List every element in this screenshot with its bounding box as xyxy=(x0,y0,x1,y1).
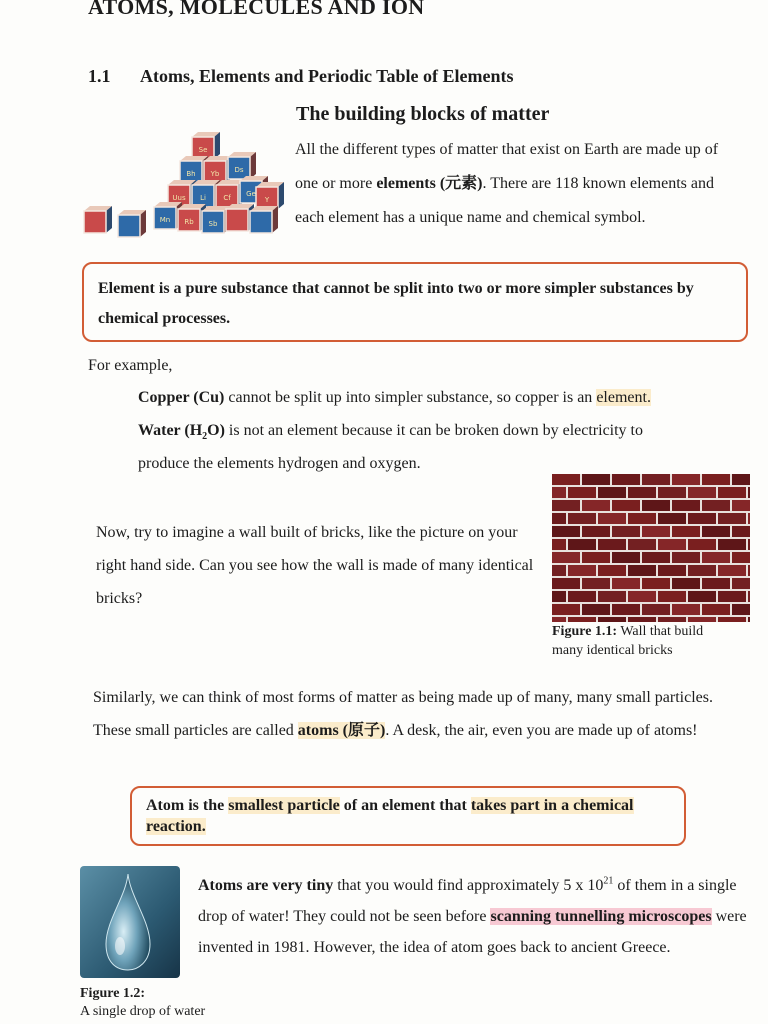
example-water xyxy=(138,422,643,443)
brick xyxy=(642,578,670,589)
brick xyxy=(688,565,716,576)
brick xyxy=(688,591,716,602)
brick xyxy=(568,565,596,576)
brick xyxy=(642,474,670,485)
water-text: is not an element because it can be broken down by electricity to xyxy=(224,422,643,439)
atom-def-b: of an element that xyxy=(339,797,471,814)
intro-elements-term: elements (元素) xyxy=(376,175,483,192)
brick xyxy=(582,474,610,485)
brick xyxy=(628,487,656,498)
atom-def-a: Atom is the xyxy=(146,797,229,814)
brick xyxy=(688,513,716,524)
brick xyxy=(628,565,656,576)
brick xyxy=(732,474,750,485)
section-number: 1.1 xyxy=(88,66,111,86)
tiny-atoms-paragraph xyxy=(198,870,748,963)
brick xyxy=(732,552,750,563)
brick xyxy=(748,565,750,576)
brick xyxy=(612,552,640,563)
brick xyxy=(552,526,580,537)
brick xyxy=(672,604,700,615)
brick xyxy=(702,474,730,485)
brick xyxy=(732,578,750,589)
brick xyxy=(718,513,746,524)
intro-text-1: All the different types of matter that exist on Earth are made up of one or more xyxy=(295,141,719,192)
element-cube xyxy=(256,182,284,209)
atoms-term: atoms (原子) xyxy=(297,722,386,739)
similar-paragraph xyxy=(93,681,741,747)
element-cube xyxy=(84,206,112,233)
element-cubes-image xyxy=(80,130,290,240)
microscope-highlight: scanning tunnelling microscopes xyxy=(490,908,712,925)
brick xyxy=(748,513,750,524)
brick xyxy=(582,526,610,537)
brick xyxy=(612,500,640,511)
brick xyxy=(582,604,610,615)
brick xyxy=(688,539,716,550)
brick xyxy=(568,539,596,550)
tiny-text-3: were invented in 1981. However, the idea of atom goes back to ancient Greece. xyxy=(198,908,747,956)
figure-1-label: Figure 1.1: xyxy=(552,624,618,639)
similar-text-1: Similarly, we can think of most forms of matter as being made up of many, many small particles. These small particles are called xyxy=(93,689,713,739)
brick xyxy=(552,591,566,602)
brick xyxy=(672,474,700,485)
brick xyxy=(598,565,626,576)
chapter-header: ATOMS, MOLECULES AND ION xyxy=(88,0,425,19)
brick xyxy=(552,565,566,576)
brick xyxy=(672,500,700,511)
brick xyxy=(718,591,746,602)
brick xyxy=(658,539,686,550)
brick xyxy=(582,578,610,589)
brick xyxy=(672,526,700,537)
water-drop-image xyxy=(80,866,180,978)
brick xyxy=(642,500,670,511)
brick xyxy=(718,539,746,550)
brick xyxy=(642,604,670,615)
brick xyxy=(598,591,626,602)
cube-symbol: Rb xyxy=(184,218,194,226)
brick xyxy=(612,604,640,615)
brick xyxy=(748,539,750,550)
cube-symbol: Bh xyxy=(186,170,196,178)
tiny-text-2: of them in a single drop of water! They could not be seen before xyxy=(198,877,737,925)
brick xyxy=(658,513,686,524)
brick xyxy=(552,474,580,485)
cube-symbol: Yb xyxy=(210,170,220,178)
brick xyxy=(552,578,580,589)
section-title: Atoms, Elements and Periodic Table of Elements xyxy=(140,66,514,86)
brick xyxy=(582,552,610,563)
similar-text-2: . A desk, the air, even you are made up of atoms! xyxy=(385,722,698,739)
copper-highlight: element. xyxy=(596,389,651,406)
figure-1-caption xyxy=(552,622,768,660)
figure-1-text-line2: many identical bricks xyxy=(552,643,673,658)
brick xyxy=(732,526,750,537)
tiny-term: Atoms are very tiny xyxy=(198,877,334,894)
cube-symbol: Cf xyxy=(223,194,231,202)
brick xyxy=(628,513,656,524)
brick xyxy=(552,500,580,511)
example-label: For example, xyxy=(88,357,173,374)
brick-wall-image xyxy=(552,474,750,622)
intro-paragraph xyxy=(295,133,745,235)
atom-def-highlight-1: smallest particle xyxy=(228,797,340,814)
element-cube xyxy=(250,206,278,233)
atom-definition-box xyxy=(130,786,686,846)
brick xyxy=(658,591,686,602)
brick xyxy=(748,591,750,602)
cube-symbol: Mn xyxy=(159,216,171,224)
brick xyxy=(598,539,626,550)
element-definition-box xyxy=(82,262,748,342)
brick xyxy=(658,565,686,576)
cube-symbol: Ge xyxy=(246,190,256,198)
brick xyxy=(688,487,716,498)
water-term: Water $(H_2O)$ xyxy=(138,422,225,443)
brick xyxy=(612,578,640,589)
cube-symbol: Sb xyxy=(208,220,218,228)
brick xyxy=(702,500,730,511)
brick xyxy=(568,513,596,524)
brick xyxy=(598,487,626,498)
brick xyxy=(718,487,746,498)
cube-symbol: Se xyxy=(198,146,208,154)
brick xyxy=(598,513,626,524)
brick xyxy=(672,552,700,563)
cube-symbol: Uus xyxy=(172,194,186,202)
brick xyxy=(702,604,730,615)
brick xyxy=(702,526,730,537)
brick xyxy=(628,539,656,550)
element-cube xyxy=(192,132,220,159)
tiny-text-1: that you would find approximately 5 x 10 xyxy=(333,877,604,894)
intro-text-2: . There are 118 known elements and each element has a unique name and chemical symbol. xyxy=(295,175,714,226)
brick xyxy=(658,487,686,498)
brick xyxy=(582,500,610,511)
figure-2-label: Figure 1.2: xyxy=(80,986,146,1001)
brick xyxy=(612,474,640,485)
brick xyxy=(748,487,750,498)
brick xyxy=(732,500,750,511)
example-water-line-2: produce the elements hydrogen and oxygen. xyxy=(138,455,421,472)
brick xyxy=(552,552,580,563)
brick xyxy=(732,604,750,615)
figure-2-text: A single drop of water xyxy=(80,1004,206,1019)
element-cube xyxy=(118,210,146,237)
brick xyxy=(672,578,700,589)
brick xyxy=(552,487,566,498)
brick xyxy=(612,526,640,537)
atom-def-highlight-2: takes part in a chemical reaction. xyxy=(146,797,634,835)
brick xyxy=(642,552,670,563)
brick xyxy=(642,526,670,537)
brick xyxy=(552,513,566,524)
brick xyxy=(552,539,566,550)
brick xyxy=(718,565,746,576)
tiny-exponent: 21 xyxy=(603,875,614,887)
brick xyxy=(628,591,656,602)
cube-symbol: Ds xyxy=(234,166,244,174)
element-definition-text: Element is a pure substance that cannot be split into two or more simpler substances by chemical processes. xyxy=(98,280,694,327)
example-copper xyxy=(138,389,651,407)
subheading: The building blocks of matter xyxy=(296,103,550,125)
brick xyxy=(702,552,730,563)
figure-1-text: Wall that build xyxy=(617,624,704,639)
wall-paragraph: Now, try to imagine a wall built of bricks, like the picture on your right hand side. Can you see how the wall is made of many identical bricks? xyxy=(96,524,534,607)
cube-symbol: Li xyxy=(200,194,206,202)
copper-text: cannot be split up into simpler substance, so copper is an xyxy=(224,389,597,406)
figure-2-caption xyxy=(80,985,205,1021)
element-cube xyxy=(228,152,256,179)
brick xyxy=(552,604,580,615)
brick xyxy=(568,487,596,498)
brick xyxy=(568,591,596,602)
cube-symbol: Y xyxy=(264,196,270,204)
copper-term: Copper (Cu) xyxy=(138,389,225,406)
brick xyxy=(702,578,730,589)
